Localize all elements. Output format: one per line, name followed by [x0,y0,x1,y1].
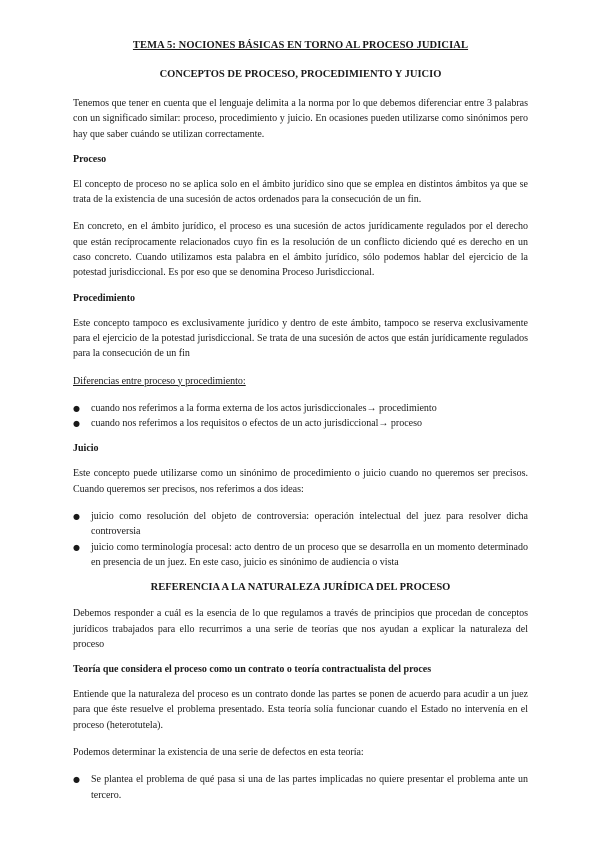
proceso-paragraph-2: En concreto, en el ámbito jurídico, el proceso es una sucesión de actos jurídicamente regulados por el derecho que están recíprocamente relacionados cuyo fin es la resolución de un conflicto diciendo qué es derecho en un caso concreto. Cuando utilizamos esta palabra en el ámbito jurídico, sólo podemos hablar del ejercicio de la potestad jurisdiccional. Es por eso que se denomina Proceso Jurisdiccional. [73,221,528,279]
list-item: ● cuando nos referimos a la forma externa de los actos jurisdiccionales→ procedimiento [73,401,528,416]
naturaleza-paragraph-2: Entiende que la naturaleza del proceso es un contrato donde las partes se ponen de acuerdo para acudir a un juez para que éste resuelve el problema presentado. Esta teoría solía funcionar cuando el Estado no intervenía en el proceso (heterotutela). [73,689,528,731]
naturaleza-paragraph-3: Podemos determinar la existencia de una serie de defectos en esta teoría: [73,747,364,759]
proceso-paragraph-1: El concepto de proceso no se aplica solo en el ámbito jurídico sino que se emplea en distintos ámbitos ya que se trata de la existencia de una sucesión de actos ordenados para la consecución de un fin. [73,178,528,206]
heading-juicio: Juicio [73,443,99,455]
document-title: TEMA 5: NOCIONES BÁSICAS EN TORNO AL PROCESO JUDICIAL [132,40,469,51]
naturaleza-paragraph-1: Debemos responder a cuál es la esencia de lo que regulamos a través de principios que procedan de conceptos jurídicos trabajados para ello recurrimos a una serie de teorías que nos ayudan a explicar la naturaleza del proceso [73,608,528,650]
heading-proceso: Proceso [73,153,107,165]
heading-teoria-contractualista: Teoría que considera el proceso como un contrato o teoría contractualista del proces [73,664,432,676]
diferencias-heading: Diferencias entre proceso y procedimiento: [73,375,246,387]
list-item: ● juicio como resolución del objeto de controversia: operación intelectual del juez para resolver dicha controversia [73,509,528,540]
procedimiento-paragraph: Este concepto tampoco es exclusivamente jurídico y dentro de este ámbito, tampoco se reserva exclusivamente para el ejercicio de la potestad jurisdiccional. Se trata de una sucesión de actos que están jurídicamente regulados para la consecución de un fin [73,317,528,360]
diferencias-list [73,401,528,432]
juicio-paragraph: Este concepto puede utilizarse como un sinónimo de procedimiento o juicio cuando no queremos ser precisos. Cuando queremos ser precisos, nos referimos a dos ideas: [73,468,528,495]
list-item: ● juicio como terminología procesal: acto dentro de un proceso que se desarrolla en un momento determinado en presencia de un juez. En este caso, juicio es sinónimo de audiencia o vista [73,540,528,571]
list-item: ● cuando nos referimos a los requisitos o efectos de un acto jurisdiccional→ proceso [73,416,528,431]
defectos-list [73,772,528,803]
list-item: ● Se plantea el problema de qué pasa si una de las partes implicadas no quiere presentar el problema ante un tercero. [73,772,528,803]
heading-procedimiento: Procedimiento [73,292,136,304]
intro-paragraph: Tenemos que tener en cuenta que el lenguaje delimita a la norma por lo que debemos diferenciar entre 3 palabras con un significado similar: proceso, procedimiento y juicio. En ocasiones pueden utilizarse como sinónimos pero hay que saber cuándo se utilizan correctamente. [73,98,528,140]
section-title-naturaleza: REFERENCIA A LA NATURALEZA JURÍDICA DEL PROCESO [150,582,451,594]
juicio-list [73,509,528,570]
section-title-conceptos: CONCEPTOS DE PROCESO, PROCEDIMIENTO Y JUICIO [159,69,442,80]
document-page [73,40,528,815]
